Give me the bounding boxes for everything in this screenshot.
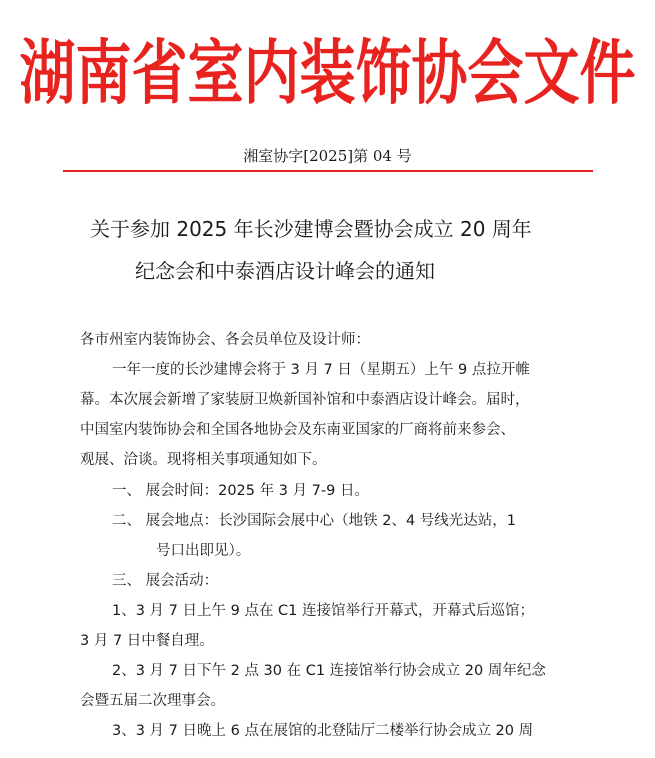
activity-2-cont: 会暨五届二次理事会。 bbox=[80, 693, 225, 709]
header-divider bbox=[63, 170, 593, 172]
subject-line-2: 纪念会和中泰酒店设计峰会的通知 bbox=[135, 259, 435, 283]
item-exhibition-venue: 二、 展会地点：长沙国际会展中心（地铁 2、4 号线光达站，1 bbox=[112, 513, 517, 529]
intro-line: 观展、洽谈。现将相关事项通知如下。 bbox=[80, 452, 327, 468]
intro-line: 中国室内装饰协会和全国各地协会及东南亚国家的厂商将前来参会、 bbox=[80, 422, 515, 438]
item-exhibition-venue-cont: 号口出即见）。 bbox=[156, 543, 251, 559]
salutation: 各市州室内装饰协会、各会员单位及设计师： bbox=[80, 332, 370, 348]
activity-3: 3、3 月 7 日晚上 6 点在展馆的北登陆厅二楼举行协会成立 20 周 bbox=[112, 723, 534, 739]
subject-line-1: 关于参加 2025 年长沙建博会暨协会成立 20 周年 bbox=[90, 217, 532, 241]
activity-2: 2、3 月 7 日下午 2 点 30 在 C1 连接馆举行协会成立 20 周年纪念 bbox=[112, 663, 546, 679]
activity-1-cont: 3 月 7 日中餐自理。 bbox=[80, 633, 214, 649]
document-number: 湘室协字[2025]第 04 号 bbox=[243, 147, 412, 165]
item-exhibition-activities: 三、 展会活动： bbox=[112, 573, 219, 589]
intro-line: 一年一度的长沙建博会将于 3 月 7 日（星期五）上午 9 点拉开帷 bbox=[112, 362, 530, 378]
activity-1: 1、3 月 7 日上午 9 点在 C1 连接馆举行开幕式，开幕式后巡馆； bbox=[112, 603, 535, 619]
intro-line: 幕。本次展会新增了家装厨卫焕新国补馆和中泰酒店设计峰会。届时， bbox=[80, 392, 530, 408]
item-exhibition-time: 一、 展会时间：2025 年 3 月 7-9 日。 bbox=[112, 483, 369, 499]
document-header-title: 湖南省室内装饰协会文件 bbox=[19, 33, 636, 115]
